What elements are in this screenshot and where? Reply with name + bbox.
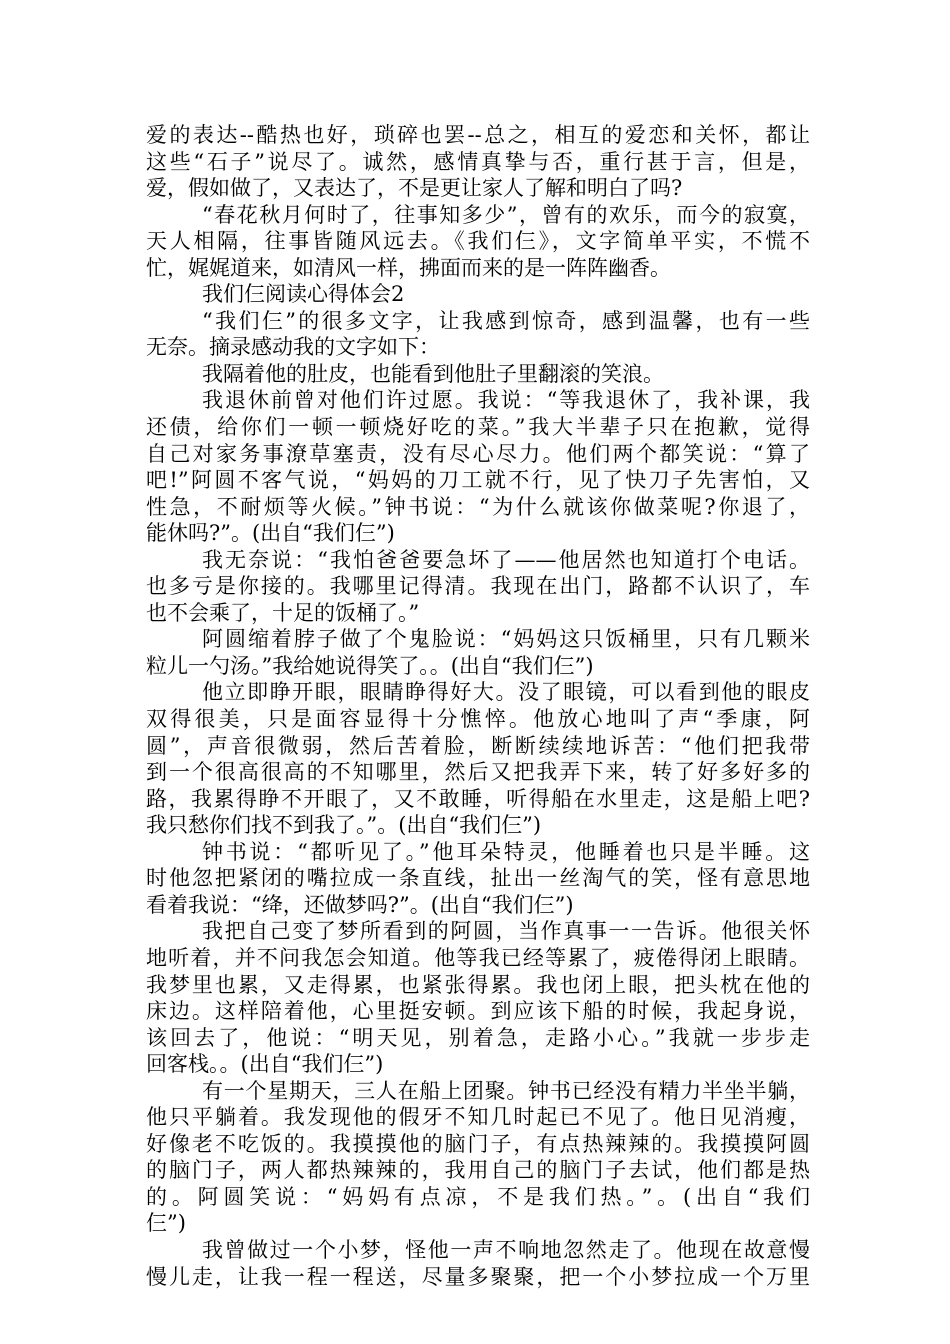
text-line: 该回去了，他说：“明天见，别着急，走路小心。”我就一步步走 xyxy=(146,1025,810,1050)
text-line: 好像老不吃饭的。我摸摸他的脑门子，有点热辣辣的。我摸摸阿圆 xyxy=(146,1131,810,1156)
text-line: 粒儿一勺汤。”我给她说得笑了。。(出自“我们仨”) xyxy=(146,653,594,678)
text-line: 双得很美，只是面容显得十分憔悴。他放心地叫了声“季康，阿 xyxy=(146,707,810,732)
text-line: 我曾做过一个小梦，怪他一声不响地忽然走了。他现在故意慢 xyxy=(202,1237,810,1262)
text-line: 忙，娓娓道来，如清风一样，拂面而来的是一阵阵幽香。 xyxy=(146,255,671,280)
section-heading: 我们仨阅读心得体会2 xyxy=(202,282,405,307)
text-line: 他立即睁开眼，眼睛睁得好大。没了眼镜，可以看到他的眼皮 xyxy=(202,680,810,705)
text-line: 爱的表达--酷热也好，琐碎也罢--总之，相互的爱恋和关怀，都让 xyxy=(146,123,810,147)
text-line: 他只平躺着。我发现他的假牙不知几时起已不见了。他日见消瘦， xyxy=(146,1105,810,1130)
text-line: 回客栈。。(出自“我们仨”) xyxy=(146,1052,384,1077)
text-line: 无奈。摘录感动我的文字如下： xyxy=(146,335,440,360)
text-line: 这些“石子”说尽了。诚然，感情真挚与否，重行甚于言，但是， xyxy=(146,149,810,174)
text-line: 我只愁你们找不到我了。”。(出自“我们仨”) xyxy=(146,813,542,838)
text-line: 圆”，声音很微弱，然后苦着脸，断断续续地诉苦：“他们把我带 xyxy=(146,733,810,758)
text-line: 能休吗?”。(出自“我们仨”) xyxy=(146,521,395,546)
text-line: 的。阿圆笑说：“妈妈有点凉，不是我们热。”。(出自“我们 xyxy=(146,1184,810,1209)
text-line: 我退休前曾对他们许过愿。我说：“等我退休了，我补课，我 xyxy=(202,388,810,413)
text-line: 阿圆缩着脖子做了个鬼脸说：“妈妈这只饭桶里，只有几颗米 xyxy=(202,627,810,652)
text-line: 仨”) xyxy=(146,1211,186,1236)
text-line: 也不会乘了，十足的饭桶了。” xyxy=(146,600,420,625)
text-line: 我把自己变了梦所看到的阿圆，当作真事一一告诉。他很关怀 xyxy=(202,919,810,944)
text-line: 路，我累得睁不开眼了，又不敢睡，听得船在水里走，这是船上吧? xyxy=(146,786,810,811)
text-line: 地听着，并不问我怎会知道。他等我已经等累了，疲倦得闭上眼睛。 xyxy=(146,945,810,970)
text-line: “我们仨”的很多文字，让我感到惊奇，感到温馨，也有一些 xyxy=(202,308,810,333)
text-line: 吧!”阿圆不客气说，“妈妈的刀工就不行，见了快刀子先害怕，又 xyxy=(146,468,810,493)
text-line: 我无奈说：“我怕爸爸要急坏了——他居然也知道打个电话。 xyxy=(202,547,810,572)
text-line: 有一个星期天，三人在船上团聚。钟书已经没有精力半坐半躺， xyxy=(202,1078,810,1103)
text-line: 钟书说：“都听见了。”他耳朵特灵，他睡着也只是半睡。这 xyxy=(202,839,810,864)
text-line: 到一个很高很高的不知哪里，然后又把我弄下来，转了好多好多的 xyxy=(146,760,810,785)
text-line: 慢儿走，让我一程一程送，尽量多聚聚，把一个小梦拉成一个万里 xyxy=(146,1264,810,1289)
text-line: “春花秋月何时了，往事知多少”，曾有的欢乐，而今的寂寞， xyxy=(202,202,810,227)
text-line: 也多亏是你接的。我哪里记得清。我现在出门，路都不认识了，车 xyxy=(146,574,810,599)
text-line: 我隔着他的肚皮，也能看到他肚子里翻滚的笑浪。 xyxy=(202,361,664,386)
text-line: 爱，假如做了，又表达了，不是更让家人了解和明白了吗? xyxy=(146,176,683,201)
text-line: 床边。这样陪着他，心里挺安顿。到应该下船的时候，我起身说， xyxy=(146,999,810,1024)
text-line: 还债，给你们一顿一顿烧好吃的菜。”我大半辈子只在抱歉，觉得 xyxy=(146,415,810,440)
text-line: 我梦里也累，又走得累，也紧张得累。我也闭上眼，把头枕在他的 xyxy=(146,972,810,997)
text-line: 自己对家务事潦草塞责，没有尽心尽力。他们两个都笑说：“算了 xyxy=(146,441,810,466)
text-line: 天人相隔，往事皆随风远去。《我们仨》，文字简单平实，不慌不 xyxy=(146,229,810,254)
text-line: 时他忽把紧闭的嘴拉成一条直线，扯出一丝淘气的笑，怪有意思地 xyxy=(146,866,810,891)
text-line: 的脑门子，两人都热辣辣的，我用自己的脑门子去试，他们都是热 xyxy=(146,1158,810,1183)
text-line: 性急，不耐烦等火候。”钟书说：“为什么就该你做菜呢?你退了， xyxy=(146,494,810,519)
document-page xyxy=(146,122,810,1290)
text-line: 看着我说：“绛，还做梦吗?”。(出自“我们仨”) xyxy=(146,892,574,917)
